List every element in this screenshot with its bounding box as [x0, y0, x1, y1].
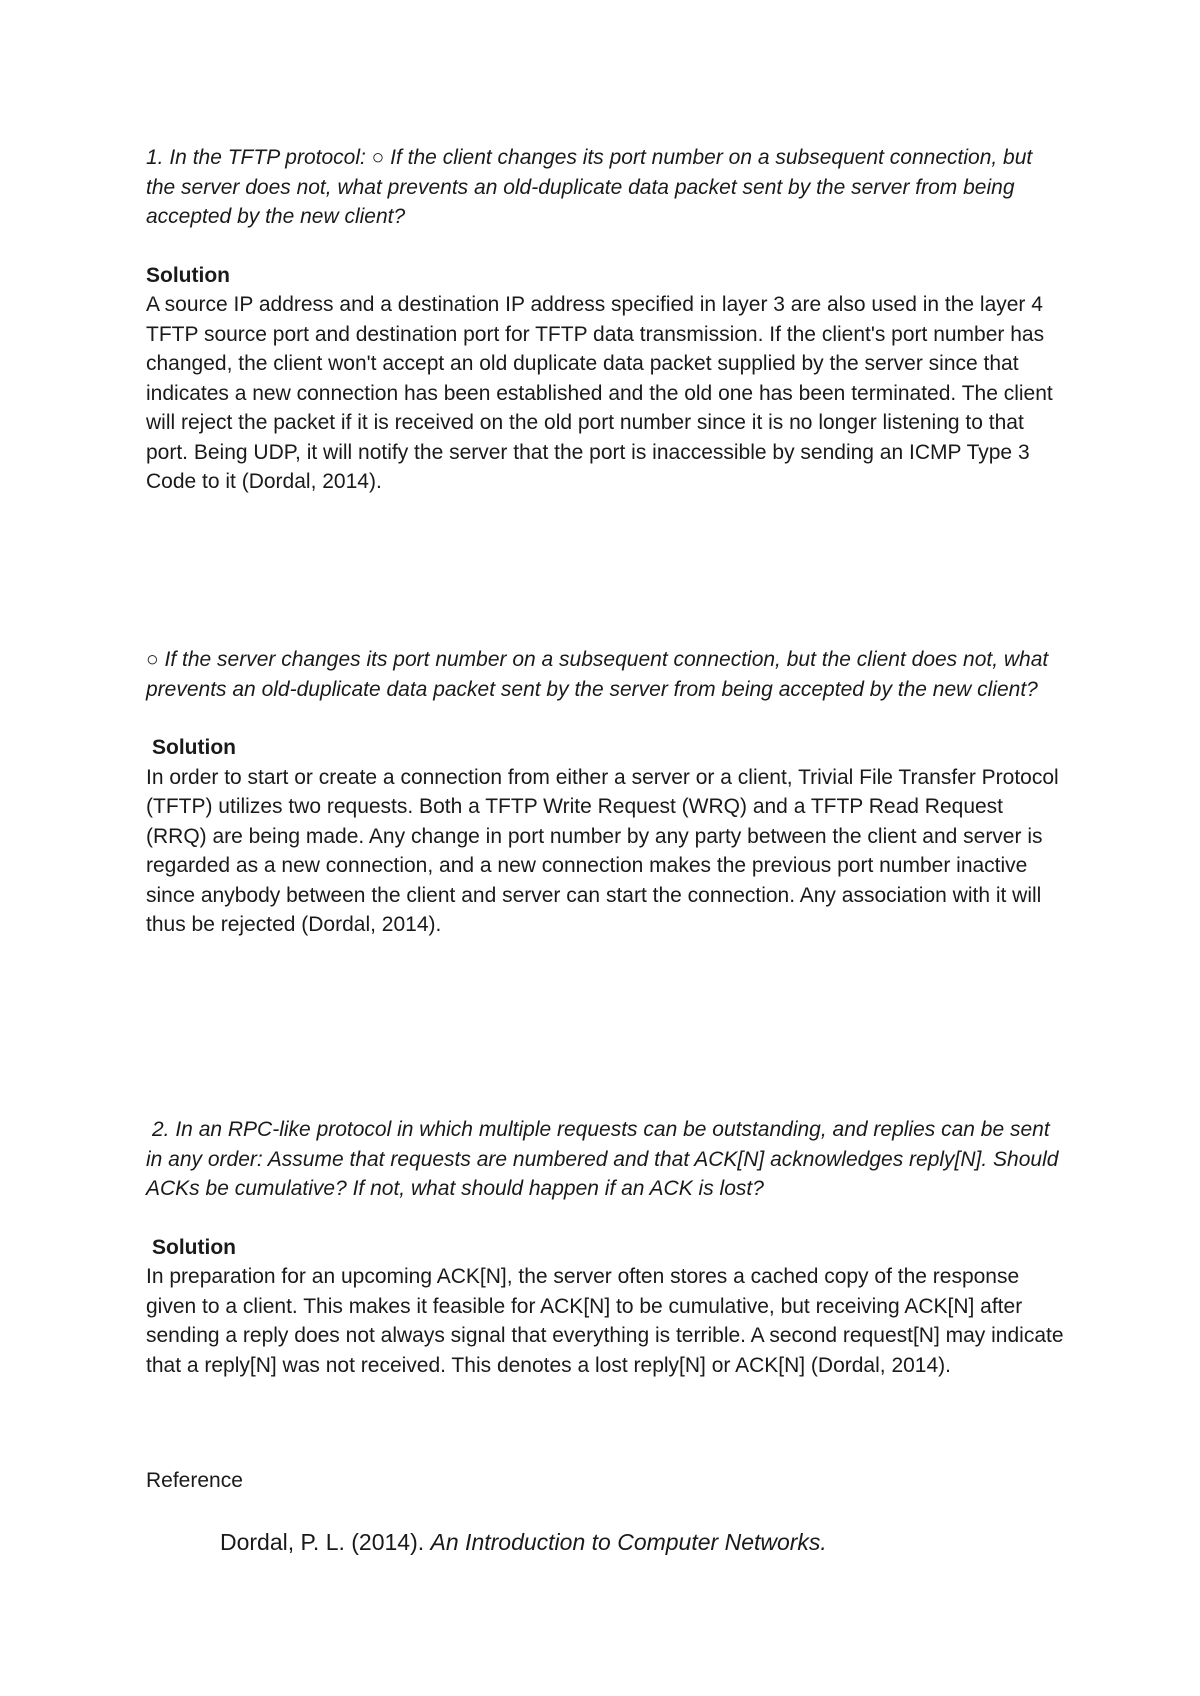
- reference-heading: Reference: [146, 1469, 243, 1492]
- solution-heading-2: Solution: [152, 736, 236, 759]
- solution-heading-1: Solution: [146, 263, 230, 287]
- answer-1: A source IP address and a destination IP address specified in layer 3 are also used in the layer 4 TFTP source port and destination port for TFTP data transmission. If the client's port number has changed, the client won't accept an old duplicate data packet supplied by the server since that indicates a new connection has been established and the old one has been terminated. The client will reject the packet if it is received on the old port number since it is no longer listening to that port. Being UDP, it will notify the server that the port is inaccessible by sending an ICMP Type 3 Code to it (Dordal, 2014).: [146, 293, 1053, 493]
- solution-heading-3: Solution: [152, 1235, 236, 1259]
- question-2: ○ If the server changes its port number on a subsequent connection, but the client does not, what prevents an old-duplicate data packet sent by the server from being accepted by the new client?: [146, 648, 1049, 701]
- section-2: [146, 645, 1066, 940]
- citation-title: An Introduction to Computer Networks.: [430, 1529, 827, 1555]
- question-3: 2. In an RPC-like protocol in which multiple requests can be outstanding, and replies can be sent in any order: Assume that requests are numbered and that ACK[N] acknowledges reply[N]. Should ACKs be cumulative? If not, what should happen if an ACK is lost?: [146, 1118, 1059, 1200]
- section-1: [146, 143, 1066, 497]
- citation-authors: Dordal, P. L. (2014).: [220, 1529, 431, 1555]
- question-1: 1. In the TFTP protocol: ○ If the client changes its port number on a subsequent connection, but the server does not, what prevents an old-duplicate data packet sent by the server from being accepted by the new client?: [146, 146, 1033, 228]
- section-3: [146, 1115, 1066, 1380]
- answer-3: In preparation for an upcoming ACK[N], the server often stores a cached copy of the response given to a client. This makes it feasible for ACK[N] to be cumulative, but receiving ACK[N] after sending a reply does not always signal that everything is terrible. A second request[N] may indicate that a reply[N] was not received. This denotes a lost reply[N] or ACK[N] (Dordal, 2014).: [146, 1265, 1064, 1377]
- reference-citation: [220, 1526, 827, 1558]
- answer-2: In order to start or create a connection from either a server or a client, Trivial File Transfer Protocol (TFTP) utilizes two requests. Both a TFTP Write Request (WRQ) and a TFTP Read Request (RRQ) are being made. Any change in port number by any party between the client and server is regarded as a new connection, and a new connection makes the previous port number inactive since anybody between the client and server can start the connection. Any association with it will thus be rejected (Dordal, 2014).: [146, 765, 1059, 936]
